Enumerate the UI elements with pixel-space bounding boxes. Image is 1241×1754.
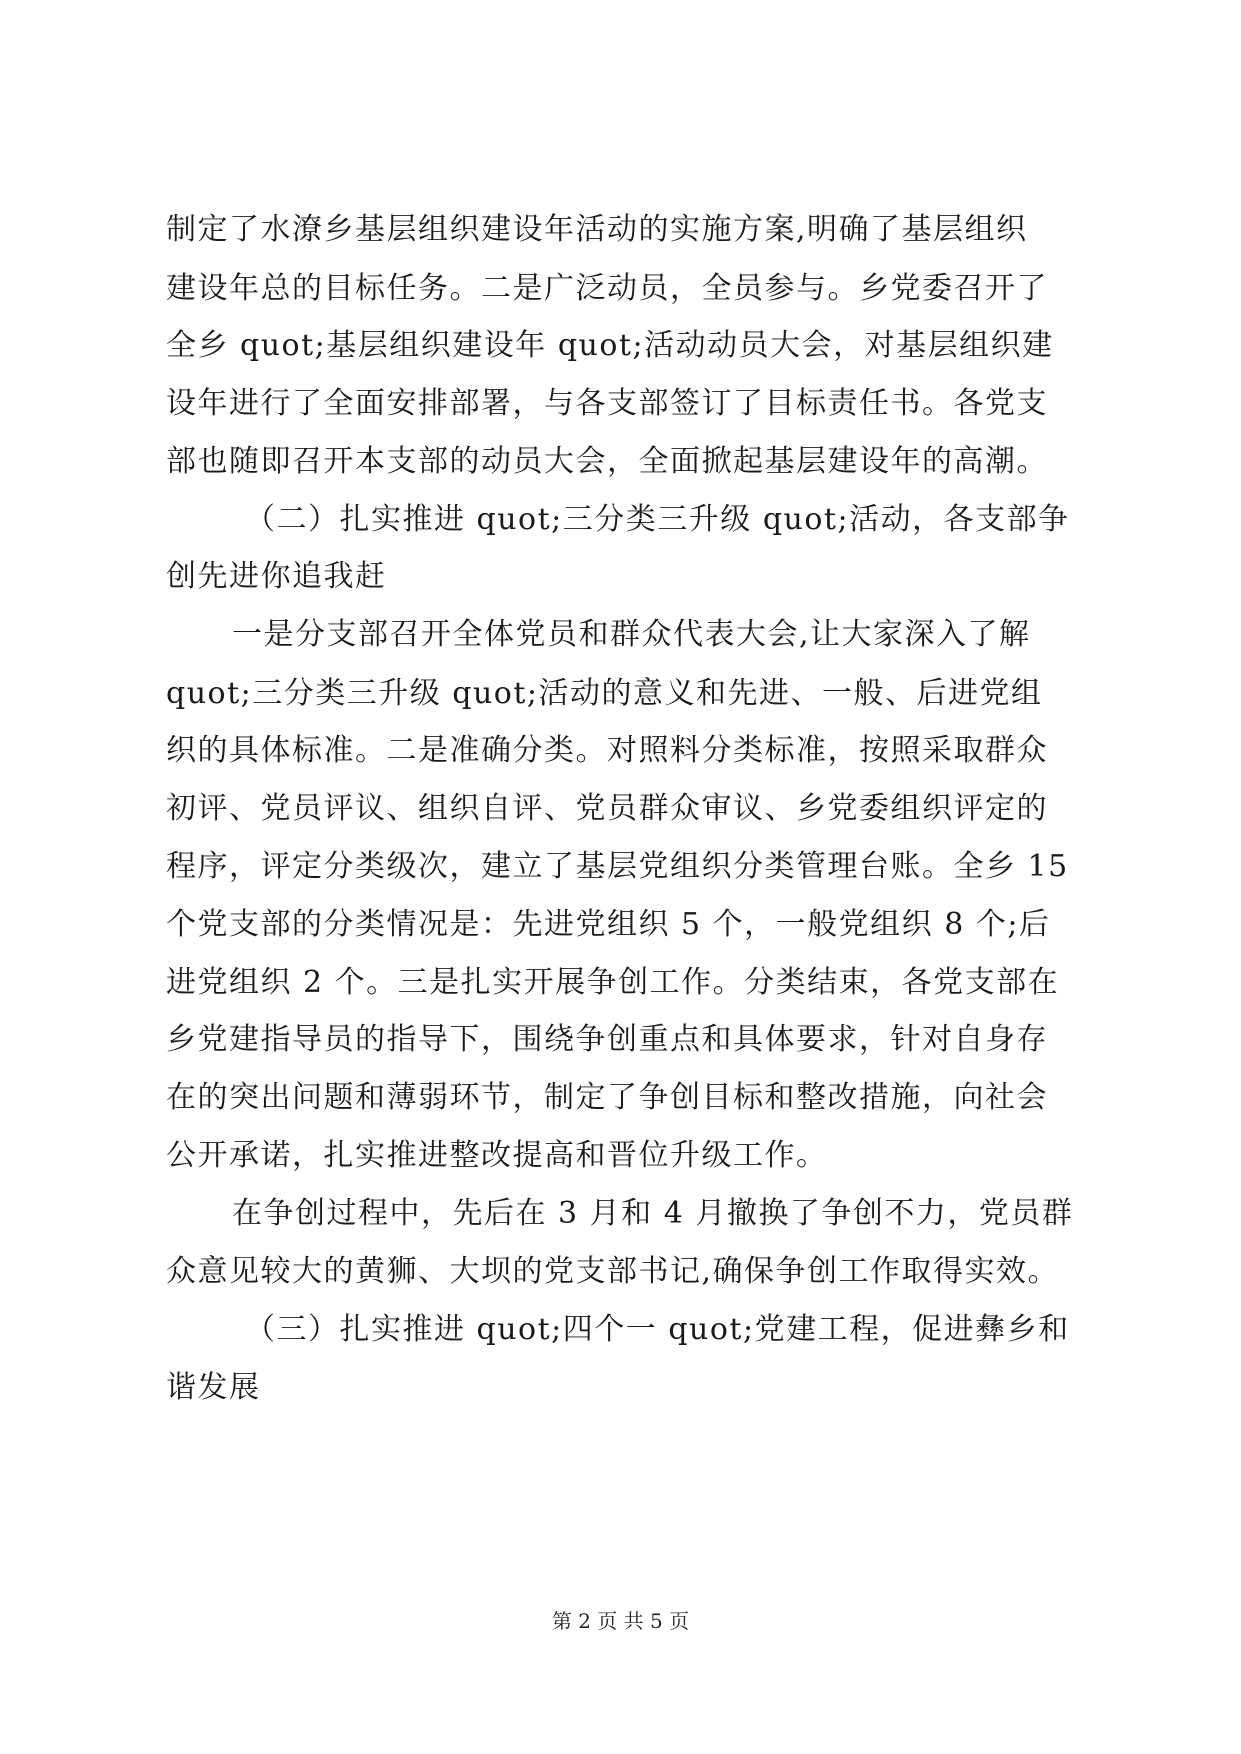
body-text-line: 建设年总的目标任务。二是广泛动员，全员参与。乡党委召开了 bbox=[166, 271, 1048, 306]
body-text-line: 部也随即召开本支部的动员大会，全面掀起基层建设年的高潮。 bbox=[166, 444, 1048, 479]
section-heading-3: （三）扎实推进 quot;四个一 quot;党建工程，促进彝乡和 bbox=[245, 1312, 1070, 1347]
body-text-line: 公开承诺，扎实推进整改提高和晋位升级工作。 bbox=[166, 1138, 828, 1173]
section-heading-2-cont: 创先进你追我赶 bbox=[166, 559, 387, 594]
section-heading-3-cont: 谐发展 bbox=[166, 1370, 261, 1405]
body-text-line: 个党支部的分类情况是：先进党组织 5 个，一般党组织 8 个;后 bbox=[166, 907, 1051, 942]
body-text-line: quot;三分类三升级 quot;活动的意义和先进、一般、后进党组 bbox=[166, 676, 1043, 711]
body-text-line: 在争创过程中，先后在 3 月和 4 月撤换了争创不力，党员群 bbox=[232, 1196, 1074, 1231]
body-text-line: 全乡 quot;基层组织建设年 quot;活动动员大会，对基层组织建 bbox=[166, 328, 1054, 363]
body-text-line: 众意见较大的黄狮、大坝的党支部书记,确保争创工作取得实效。 bbox=[166, 1254, 1060, 1289]
body-text-line: 程序，评定分类级次，建立了基层党组织分类管理台账。全乡 15 bbox=[166, 849, 1069, 884]
body-text-line: 一是分支部召开全体党员和群众代表大会,让大家深入了解 bbox=[232, 617, 1031, 652]
page-footer: 第 2 页 共 5 页 bbox=[551, 1609, 690, 1633]
body-text-line: 织的具体标准。二是准确分类。对照料分类标准，按照采取群众 bbox=[166, 733, 1048, 768]
body-text-line: 进党组织 2 个。三是扎实开展争创工作。分类结束，各党支部在 bbox=[166, 965, 1060, 1000]
body-text-line: 制定了水潦乡基层组织建设年活动的实施方案,明确了基层组织 bbox=[166, 212, 1028, 247]
body-text-line: 在的突出问题和薄弱环节，制定了争创目标和整改措施，向社会 bbox=[166, 1080, 1048, 1115]
body-text-line: 设年进行了全面安排部署，与各支部签订了目标责任书。各党支 bbox=[166, 386, 1048, 421]
body-text-line: 初评、党员评议、组织自评、党员群众审议、乡党委组织评定的 bbox=[166, 791, 1048, 826]
section-heading-2: （二）扎实推进 quot;三分类三升级 quot;活动，各支部争 bbox=[245, 502, 1070, 537]
body-text-line: 乡党建指导员的指导下，围绕争创重点和具体要求，针对自身存 bbox=[166, 1022, 1048, 1057]
